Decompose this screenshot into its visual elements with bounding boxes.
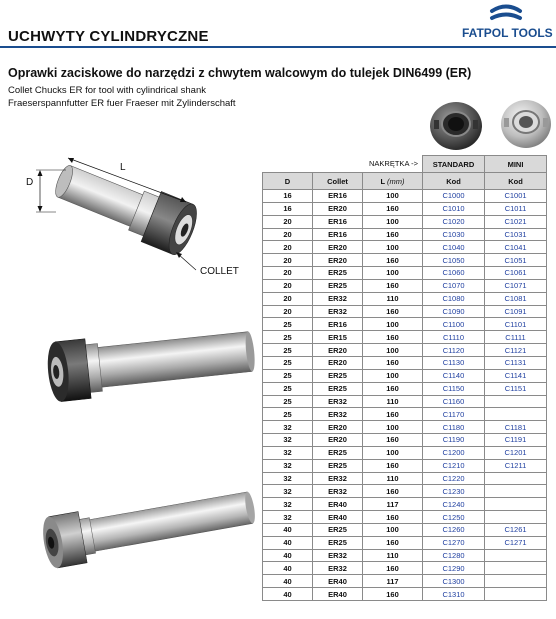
table-row [263, 267, 547, 280]
standard-nut-icon [430, 102, 482, 150]
cell-kod-mini: C1111 [485, 331, 547, 344]
cell-d: 25 [263, 382, 313, 395]
cell-l: 100 [363, 215, 423, 228]
table-row [263, 549, 547, 562]
cell-d: 32 [263, 485, 313, 498]
table-row [263, 318, 547, 331]
cell-l: 100 [363, 369, 423, 382]
table-row [263, 498, 547, 511]
cell-kod-mini: C1181 [485, 421, 547, 434]
cell-kod-mini: C1211 [485, 459, 547, 472]
cell-l: 117 [363, 575, 423, 588]
cell-kod-standard: C1130 [423, 356, 485, 369]
cell-d: 20 [263, 267, 313, 280]
cell-d: 25 [263, 395, 313, 408]
cell-collet: ER20 [313, 344, 363, 357]
cell-l: 160 [363, 588, 423, 601]
cell-kod-mini [485, 562, 547, 575]
cell-collet: ER32 [313, 562, 363, 575]
cell-l: 160 [363, 305, 423, 318]
cell-l: 160 [363, 331, 423, 344]
nut-type-row [263, 156, 547, 173]
col-header-collet: Collet [313, 173, 363, 190]
cell-kod-mini: C1121 [485, 344, 547, 357]
cell-collet: ER32 [313, 485, 363, 498]
cell-d: 20 [263, 305, 313, 318]
cell-kod-standard: C1000 [423, 190, 485, 203]
cell-l: 160 [363, 511, 423, 524]
cell-kod-mini: C1001 [485, 190, 547, 203]
dimension-d-label: D [26, 177, 34, 188]
table-row [263, 588, 547, 601]
cell-collet: ER25 [313, 459, 363, 472]
cell-kod-standard: C1260 [423, 523, 485, 536]
cell-collet: ER20 [313, 421, 363, 434]
table-row [263, 305, 547, 318]
cell-d: 25 [263, 356, 313, 369]
nut-standard-header: STANDARD [423, 156, 485, 173]
collet-label: COLLET [200, 266, 239, 277]
cell-d: 32 [263, 421, 313, 434]
cell-kod-mini: C1271 [485, 536, 547, 549]
cell-collet: ER32 [313, 292, 363, 305]
cell-collet: ER16 [313, 190, 363, 203]
cell-l: 160 [363, 202, 423, 215]
cell-l: 100 [363, 344, 423, 357]
cell-l: 100 [363, 267, 423, 280]
cell-kod-mini [485, 588, 547, 601]
cell-l: 160 [363, 382, 423, 395]
col-header-l [363, 173, 423, 190]
cell-d: 40 [263, 549, 313, 562]
cell-kod-standard: C1300 [423, 575, 485, 588]
cell-l: 110 [363, 292, 423, 305]
cell-kod-mini: C1051 [485, 254, 547, 267]
collet-chuck-photo-short [46, 310, 256, 420]
cell-d: 20 [263, 279, 313, 292]
cell-d: 40 [263, 523, 313, 536]
cell-collet: ER25 [313, 523, 363, 536]
cell-collet: ER32 [313, 395, 363, 408]
cell-kod-standard: C1100 [423, 318, 485, 331]
cell-kod-mini: C1021 [485, 215, 547, 228]
cell-collet: ER16 [313, 215, 363, 228]
cell-d: 20 [263, 215, 313, 228]
cell-d: 32 [263, 472, 313, 485]
cell-kod-standard: C1090 [423, 305, 485, 318]
table-row [263, 472, 547, 485]
cell-kod-standard: C1240 [423, 498, 485, 511]
table-row [263, 254, 547, 267]
subtitle-german: Fraeserspannfutter ER fuer Fraeser mit Zylinderschaft [8, 98, 236, 109]
cell-kod-mini: C1131 [485, 356, 547, 369]
cell-kod-mini: C1031 [485, 228, 547, 241]
cell-l: 160 [363, 485, 423, 498]
table-row [263, 292, 547, 305]
cell-d: 20 [263, 228, 313, 241]
cell-l: 100 [363, 190, 423, 203]
cell-d: 32 [263, 459, 313, 472]
cell-kod-standard: C1310 [423, 588, 485, 601]
cell-collet: ER40 [313, 575, 363, 588]
cell-collet: ER25 [313, 536, 363, 549]
header-divider [0, 46, 556, 48]
table-row [263, 408, 547, 421]
cell-collet: ER16 [313, 228, 363, 241]
cell-kod-mini: C1141 [485, 369, 547, 382]
table-row [263, 575, 547, 588]
table-row [263, 395, 547, 408]
cell-collet: ER40 [313, 511, 363, 524]
cell-l: 160 [363, 356, 423, 369]
col-header-l-unit: (mm) [387, 176, 405, 186]
cell-l: 160 [363, 408, 423, 421]
cell-l: 100 [363, 421, 423, 434]
cell-kod-mini [485, 472, 547, 485]
cell-d: 25 [263, 408, 313, 421]
table-row [263, 485, 547, 498]
cell-kod-mini: C1041 [485, 241, 547, 254]
cell-kod-mini: C1191 [485, 434, 547, 447]
mini-nut-icon [501, 100, 551, 148]
cell-l: 100 [363, 446, 423, 459]
cell-collet: ER25 [313, 369, 363, 382]
page-title: UCHWYTY CYLINDRYCZNE [8, 28, 209, 45]
cell-kod-standard: C1010 [423, 202, 485, 215]
cell-kod-standard: C1270 [423, 536, 485, 549]
cell-kod-mini: C1101 [485, 318, 547, 331]
cell-kod-mini: C1261 [485, 523, 547, 536]
collet-chuck-photo-long [36, 478, 256, 578]
cell-l: 110 [363, 395, 423, 408]
subtitle-english: Collet Chucks ER for tool with cylindrical shank [8, 85, 206, 96]
cell-kod-mini: C1011 [485, 202, 547, 215]
cell-l: 117 [363, 498, 423, 511]
cell-d: 25 [263, 331, 313, 344]
table-row [263, 382, 547, 395]
cell-kod-standard: C1050 [423, 254, 485, 267]
table-row [263, 523, 547, 536]
cell-d: 40 [263, 588, 313, 601]
col-header-d: D [263, 173, 313, 190]
cell-l: 160 [363, 536, 423, 549]
fatpol-logo [462, 2, 552, 44]
cell-kod-standard: C1140 [423, 369, 485, 382]
table-row [263, 434, 547, 447]
cell-kod-standard: C1160 [423, 395, 485, 408]
cell-collet: ER32 [313, 305, 363, 318]
cell-l: 110 [363, 472, 423, 485]
cell-collet: ER15 [313, 331, 363, 344]
table-row [263, 536, 547, 549]
table-row [263, 228, 547, 241]
cell-d: 32 [263, 434, 313, 447]
cell-collet: ER40 [313, 588, 363, 601]
cell-l: 160 [363, 279, 423, 292]
table-row [263, 459, 547, 472]
cell-d: 32 [263, 446, 313, 459]
cell-kod-standard: C1230 [423, 485, 485, 498]
col-header-kod-mini: Kod [485, 173, 547, 190]
cell-d: 16 [263, 190, 313, 203]
table-row [263, 421, 547, 434]
table-row [263, 511, 547, 524]
cell-d: 20 [263, 241, 313, 254]
cell-kod-mini: C1201 [485, 446, 547, 459]
cell-d: 40 [263, 536, 313, 549]
cell-kod-standard: C1030 [423, 228, 485, 241]
cell-d: 40 [263, 562, 313, 575]
cell-l: 110 [363, 549, 423, 562]
cell-l: 100 [363, 241, 423, 254]
table-row [263, 356, 547, 369]
cell-kod-standard: C1290 [423, 562, 485, 575]
cell-collet: ER20 [313, 202, 363, 215]
cell-d: 20 [263, 254, 313, 267]
table-row [263, 562, 547, 575]
cell-kod-mini [485, 498, 547, 511]
cell-kod-mini: C1151 [485, 382, 547, 395]
cell-l: 160 [363, 459, 423, 472]
cell-collet: ER25 [313, 446, 363, 459]
cell-kod-standard: C1190 [423, 434, 485, 447]
cell-kod-standard: C1110 [423, 331, 485, 344]
logo-text: FATPOL TOOLS [462, 26, 553, 40]
cell-kod-standard: C1220 [423, 472, 485, 485]
cell-d: 40 [263, 575, 313, 588]
cell-kod-standard: C1040 [423, 241, 485, 254]
cell-d: 25 [263, 344, 313, 357]
cell-kod-standard: C1120 [423, 344, 485, 357]
cell-collet: ER32 [313, 472, 363, 485]
cell-d: 16 [263, 202, 313, 215]
col-header-kod-standard: Kod [423, 173, 485, 190]
cell-kod-standard: C1080 [423, 292, 485, 305]
cell-collet: ER20 [313, 356, 363, 369]
cell-d: 32 [263, 498, 313, 511]
cell-d: 25 [263, 369, 313, 382]
cell-kod-mini [485, 575, 547, 588]
table-row [263, 190, 547, 203]
collet-nut-images [426, 96, 554, 154]
subtitle-polish: Oprawki zaciskowe do narzędzi z chwytem walcowym do tulejek DIN6499 (ER) [8, 66, 472, 80]
cell-kod-mini [485, 511, 547, 524]
cell-kod-mini: C1081 [485, 292, 547, 305]
cell-kod-standard: C1250 [423, 511, 485, 524]
cell-kod-standard: C1180 [423, 421, 485, 434]
cell-kod-mini [485, 408, 547, 421]
cell-kod-standard: C1200 [423, 446, 485, 459]
cell-kod-standard: C1020 [423, 215, 485, 228]
cell-kod-mini: C1061 [485, 267, 547, 280]
cell-collet: ER40 [313, 498, 363, 511]
cell-collet: ER32 [313, 408, 363, 421]
cell-kod-mini [485, 395, 547, 408]
column-header-row [263, 173, 547, 190]
cell-collet: ER20 [313, 434, 363, 447]
cell-collet: ER25 [313, 279, 363, 292]
cell-kod-mini: C1071 [485, 279, 547, 292]
cell-collet: ER16 [313, 318, 363, 331]
cell-collet: ER20 [313, 241, 363, 254]
cell-d: 25 [263, 318, 313, 331]
table-row [263, 202, 547, 215]
dimension-l-label: L [120, 162, 126, 173]
table-row [263, 446, 547, 459]
cell-kod-standard: C1150 [423, 382, 485, 395]
table-row [263, 344, 547, 357]
cell-l: 100 [363, 318, 423, 331]
cell-l: 160 [363, 562, 423, 575]
table-row [263, 279, 547, 292]
collet-chuck-drawing [16, 150, 256, 285]
cell-d: 20 [263, 292, 313, 305]
cell-l: 160 [363, 254, 423, 267]
cell-kod-standard: C1280 [423, 549, 485, 562]
cell-collet: ER25 [313, 267, 363, 280]
table-row [263, 369, 547, 382]
logo-mark-icon [488, 2, 524, 24]
cell-l: 160 [363, 434, 423, 447]
cell-kod-mini [485, 549, 547, 562]
cell-l: 160 [363, 228, 423, 241]
cell-kod-standard: C1070 [423, 279, 485, 292]
collet-chuck-spec-table [262, 155, 547, 601]
cell-kod-standard: C1170 [423, 408, 485, 421]
cell-kod-mini: C1091 [485, 305, 547, 318]
col-header-l-text: L [380, 176, 385, 186]
cell-kod-standard: C1060 [423, 267, 485, 280]
cell-kod-standard: C1210 [423, 459, 485, 472]
cell-d: 32 [263, 511, 313, 524]
cell-collet: ER25 [313, 382, 363, 395]
cell-collet: ER32 [313, 549, 363, 562]
cell-l: 100 [363, 523, 423, 536]
nut-label: NAKRĘTKA -> [369, 159, 418, 169]
table-row [263, 241, 547, 254]
cell-collet: ER20 [313, 254, 363, 267]
table-row [263, 215, 547, 228]
table-row [263, 331, 547, 344]
nut-mini-header: MINI [485, 156, 547, 173]
cell-kod-mini [485, 485, 547, 498]
page-header [0, 0, 556, 48]
